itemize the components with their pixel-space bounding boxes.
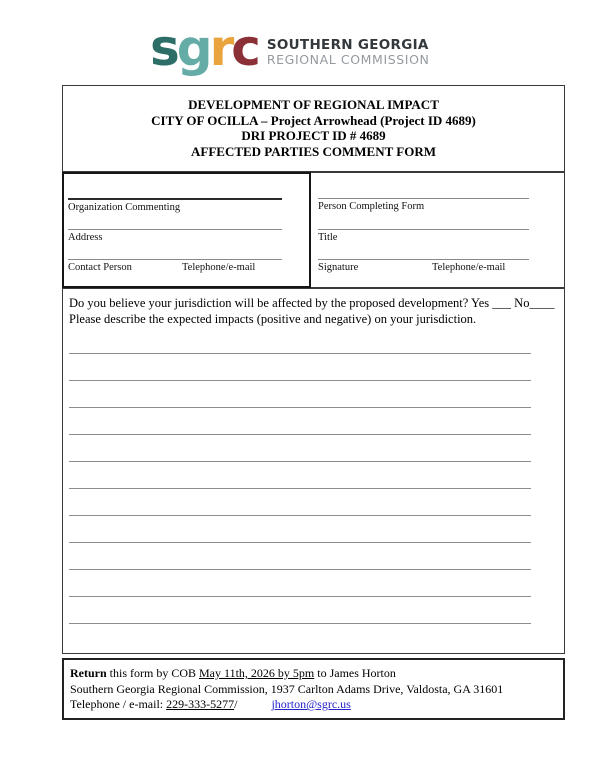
comment-ruled-line [69, 623, 531, 624]
question-text-2: Please describe the expected impacts (positive and negative) on your jurisdiction. [69, 311, 477, 326]
yes-blank: ___ [492, 296, 512, 310]
contact-person-label: Contact Person [68, 262, 132, 273]
field-address [68, 229, 282, 243]
logo-letter: c [231, 19, 258, 77]
title-line: DRI PROJECT ID # 4689 [241, 128, 386, 143]
title-label: Title [318, 232, 338, 243]
signature-label: Signature [318, 262, 359, 273]
comment-ruled-line [69, 542, 531, 543]
contact-telephone-label: Telephone/e-mail [182, 262, 256, 273]
deadline: May 11th, 2026 by 5pm [199, 666, 315, 680]
field-organization-commenting [68, 198, 282, 213]
comment-ruled-line [69, 353, 531, 354]
person-completing-line [318, 198, 529, 199]
no-blank: ____ [529, 296, 555, 310]
comment-ruled-line [69, 569, 531, 570]
comment-ruled-line [69, 461, 531, 462]
comment-ruled-line [69, 407, 531, 408]
comment-ruled-line [69, 434, 531, 435]
title-line-field [318, 229, 529, 230]
return-text-a: this form by COB [106, 666, 200, 680]
signature-telephone-label: Telephone/e-mail [432, 262, 506, 273]
comments-box [62, 288, 565, 654]
title-line: DEVELOPMENT OF REGIONAL IMPACT [188, 97, 439, 112]
logo-org-line2: REGIONAL COMMISSION [266, 52, 430, 67]
organization-commenting-label: Organization Commenting [68, 202, 181, 213]
return-line [70, 666, 557, 682]
field-signature [318, 259, 529, 273]
organization-commenting-line [68, 198, 282, 200]
address-line-text: Southern Georgia Regional Commission, 1937 Carlton Adams Drive, Valdosta, GA 31601 [70, 681, 504, 696]
comment-question [63, 289, 564, 327]
return-info-box [62, 658, 565, 720]
signature-line [318, 259, 529, 260]
logo-org-line1: SOUTHERN GEORGIA [266, 37, 429, 53]
logo-org-name [267, 26, 430, 67]
no-label: No [511, 296, 530, 310]
telephone-email-line [70, 697, 557, 713]
return-text-b: to James Horton [314, 666, 396, 680]
title-lines [63, 97, 564, 159]
logo-letter: r [209, 19, 232, 77]
address-line [68, 229, 282, 230]
contact-person-line [68, 259, 282, 260]
logo-word [150, 19, 258, 77]
phone-slash: / [234, 697, 238, 711]
field-person-completing [318, 198, 529, 212]
title-line: CITY OF OCILLA – Project Arrowhead (Project ID 4689) [151, 112, 476, 128]
return-bold: Return [70, 666, 107, 680]
comment-ruled-line [69, 515, 531, 516]
field-contact-person [68, 259, 282, 273]
person-completing-label: Person Completing Form [318, 201, 425, 212]
sgrc-logo [150, 19, 430, 77]
comment-ruled-line [69, 488, 531, 489]
comment-ruled-line [69, 596, 531, 597]
logo-letter: g [176, 19, 210, 77]
question-text-1: Do you believe your jurisdiction will be affected by the proposed development? Yes [69, 296, 493, 310]
address-label: Address [68, 232, 103, 243]
comment-ruled-line [69, 380, 531, 381]
field-title [318, 229, 529, 243]
phone-number: 229-333-5277 [166, 697, 235, 711]
logo-letter: s [150, 19, 177, 77]
email-link[interactable]: jhorton@sgrc.us [271, 697, 351, 711]
tel-email-label: Telephone / e-mail: [70, 697, 167, 711]
title-box [62, 85, 565, 172]
title-line: AFFECTED PARTIES COMMENT FORM [191, 143, 436, 159]
